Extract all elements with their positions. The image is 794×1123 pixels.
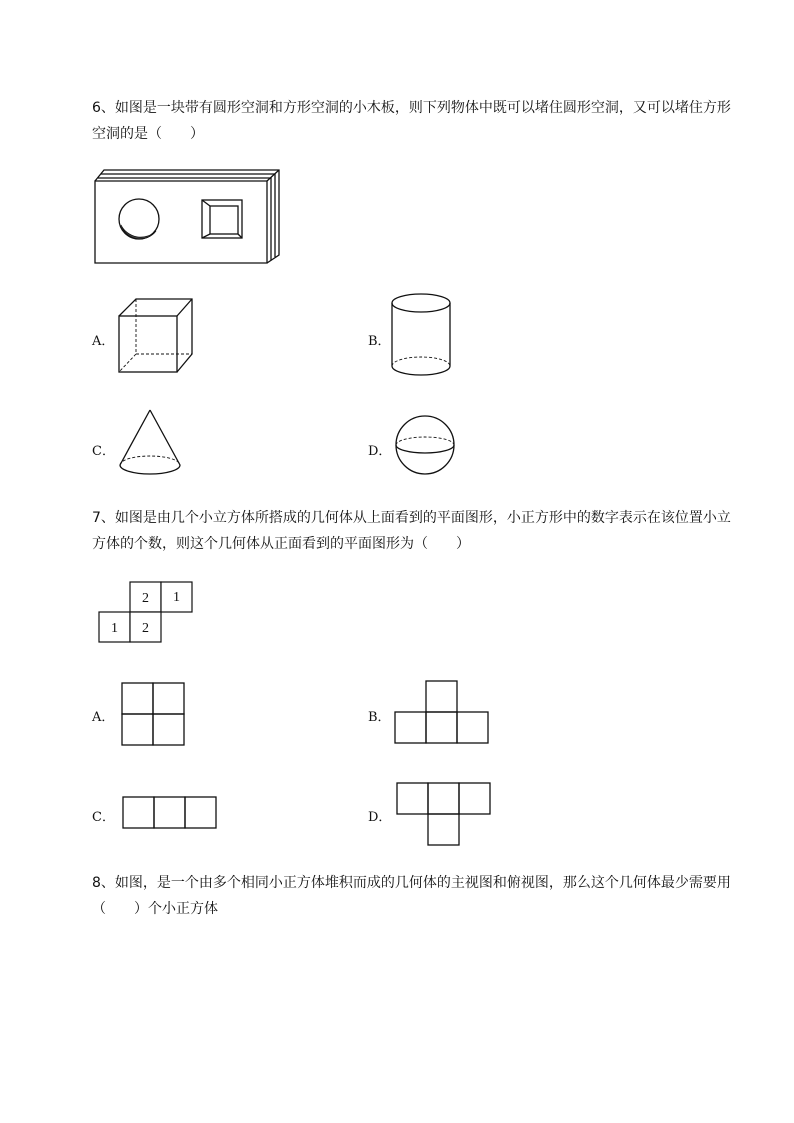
q7-option-b-figure[interactable] bbox=[393, 679, 490, 745]
question-8-text: 8、如图，是一个由多个相同小正方体堆积而成的几何体的主视图和俯视图，那么这个几何体最少需要用（ ）个小正方体 bbox=[92, 875, 731, 917]
q7-option-d-figure[interactable] bbox=[395, 781, 492, 847]
grid-cell-bottom-left: 1 bbox=[111, 621, 118, 636]
top-view-grid bbox=[98, 581, 194, 645]
grid-cell-top-right: 1 bbox=[173, 590, 180, 605]
question-7-text: 7、如图是由几个小立方体所搭成的几何体从上面看到的平面图形，小正方形中的数字表示在该位置小立方体的个数，则这个几何体从正面看到的平面图形为（ ） bbox=[92, 510, 731, 552]
q7-option-b-label[interactable]: B． bbox=[368, 710, 391, 725]
cylinder-figure[interactable] bbox=[390, 292, 455, 382]
q7-option-d-label[interactable]: D． bbox=[368, 810, 392, 825]
grid-cell-bottom-right: 2 bbox=[142, 621, 149, 636]
q6-option-c-label[interactable]: C． bbox=[92, 444, 115, 459]
cube-figure[interactable] bbox=[116, 296, 196, 376]
sphere-figure[interactable] bbox=[394, 414, 458, 478]
cone-figure[interactable] bbox=[118, 408, 184, 484]
question-6-text: 6、如图是一块带有圆形空洞和方形空洞的小木板，则下列物体中既可以堵住圆形空洞，又可以堵住方形空洞的是（ ） bbox=[92, 100, 731, 142]
q7-option-c-label[interactable]: C． bbox=[92, 810, 115, 825]
wooden-board-figure bbox=[92, 165, 287, 267]
q6-option-a-label[interactable]: A． bbox=[92, 334, 115, 349]
q7-option-c-figure[interactable] bbox=[121, 795, 218, 830]
q7-option-a-label[interactable]: A． bbox=[92, 710, 115, 725]
q6-option-d-label[interactable]: D． bbox=[368, 444, 392, 459]
grid-cell-top-left: 2 bbox=[142, 591, 149, 606]
q6-option-b-label[interactable]: B． bbox=[368, 334, 391, 349]
q7-option-a-figure[interactable] bbox=[120, 681, 186, 747]
